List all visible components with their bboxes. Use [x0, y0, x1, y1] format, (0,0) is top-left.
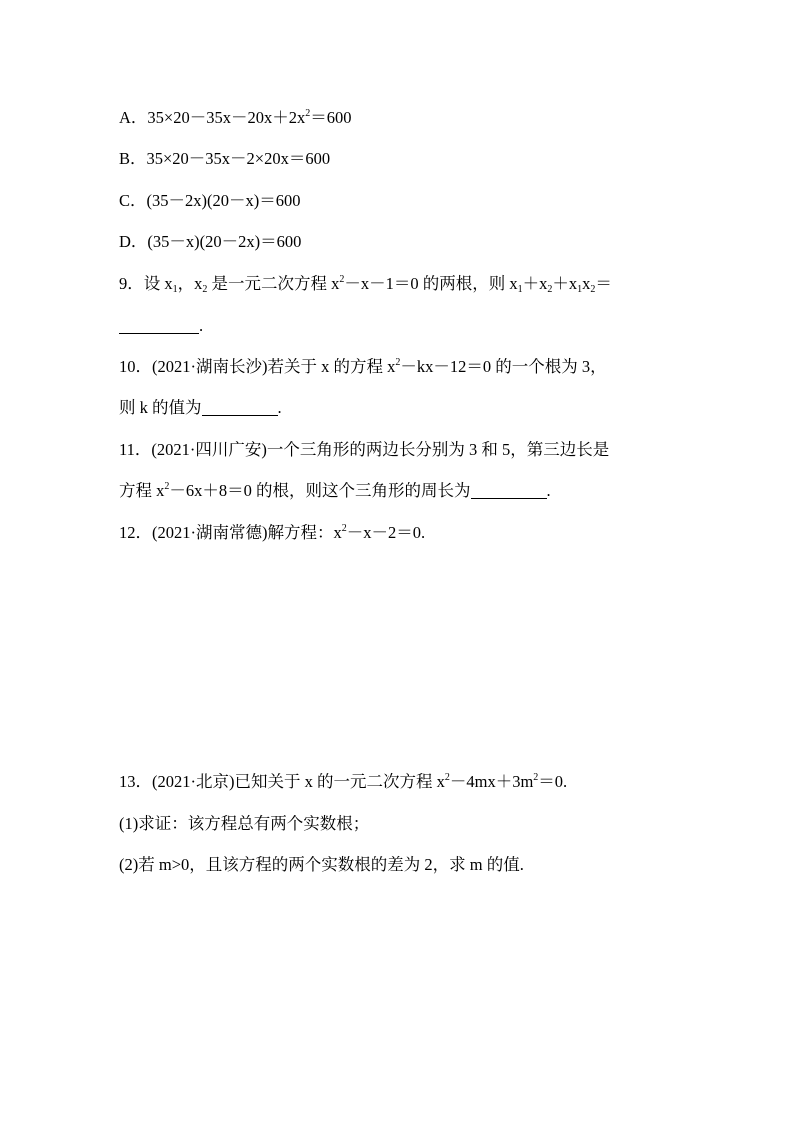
exponent: 2: [341, 523, 347, 534]
q9-period: .: [199, 316, 204, 335]
answer-blank[interactable]: [119, 317, 199, 334]
subscript: 2: [547, 284, 553, 295]
q9-text: ＋x: [522, 274, 548, 293]
q9-text: ，x: [177, 274, 203, 293]
question-11: [119, 440, 609, 460]
question-9: [119, 274, 612, 294]
question-12: [119, 523, 425, 543]
exponent: 2: [395, 357, 401, 368]
q9-text: －x－1＝0 的两根，则 x: [344, 274, 518, 293]
q10-text: －kx－12＝0 的一个根为 3，: [400, 357, 607, 376]
question-13-part-1: [119, 814, 369, 834]
subscript: 1: [517, 284, 523, 295]
exponent: 2: [444, 772, 450, 783]
q13-text: －4mx＋3m: [449, 772, 534, 791]
q9-text: ＝: [595, 274, 612, 293]
subscript: 1: [172, 284, 178, 295]
q9-text: x: [582, 274, 591, 293]
question-10-line-2: [119, 398, 282, 418]
q11-text: －6x＋8＝0 的根，则这个三角形的周长为: [169, 481, 471, 500]
q10-text: 10．(2021·湖南长沙)若关于 x 的方程 x: [119, 357, 396, 376]
q13-part-2-text: (2)若 m>0，且该方程的两个实数根的差为 2，求 m 的值.: [119, 855, 524, 874]
question-9-answer-line: [119, 316, 203, 336]
q9-text: ＋x: [552, 274, 578, 293]
q13-part-1-text: (1)求证：该方程总有两个实数根；: [119, 814, 370, 833]
option-c-text: C．(35－2x)(20－x)＝600: [119, 191, 301, 210]
question-10: [119, 357, 607, 377]
subscript: 1: [577, 284, 583, 295]
q13-text: ＝0.: [538, 772, 568, 791]
q9-text: 9．设 x: [119, 274, 173, 293]
subscript: 2: [202, 284, 208, 295]
q11-period: .: [546, 481, 551, 500]
exponent: 2: [339, 274, 345, 285]
answer-blank[interactable]: [202, 399, 278, 416]
option-c: [119, 191, 300, 211]
option-b-text: B．35×20－35x－2×20x＝600: [119, 149, 331, 168]
question-13-part-2: [119, 855, 524, 875]
q13-text: 13．(2021·北京)已知关于 x 的一元二次方程 x: [119, 772, 445, 791]
q12-text: 12．(2021·湖南常德)解方程：x: [119, 523, 342, 542]
question-13: [119, 772, 567, 792]
q11-text: 方程 x: [119, 481, 165, 500]
exponent: 2: [305, 108, 311, 119]
question-11-line-2: [119, 481, 551, 501]
option-d-text: D．(35－x)(20－2x)＝600: [119, 232, 302, 251]
option-a: [119, 108, 351, 128]
exponent: 2: [533, 772, 539, 783]
q9-text: 是一元二次方程 x: [207, 274, 340, 293]
subscript: 2: [590, 284, 596, 295]
option-a-text: A．35×20－35x－20x＋2x: [119, 108, 306, 127]
option-d: [119, 232, 301, 252]
option-b: [119, 149, 330, 169]
answer-blank[interactable]: [471, 482, 547, 499]
exponent: 2: [164, 481, 170, 492]
q10-period: .: [277, 398, 282, 417]
q12-text: －x－2＝0.: [346, 523, 426, 542]
q11-text: 11．(2021·四川广安)一个三角形的两边长分别为 3 和 5，第三边长是: [119, 440, 610, 459]
q10-text: 则 k 的值为: [119, 398, 202, 417]
option-a-text-end: ＝600: [310, 108, 352, 127]
